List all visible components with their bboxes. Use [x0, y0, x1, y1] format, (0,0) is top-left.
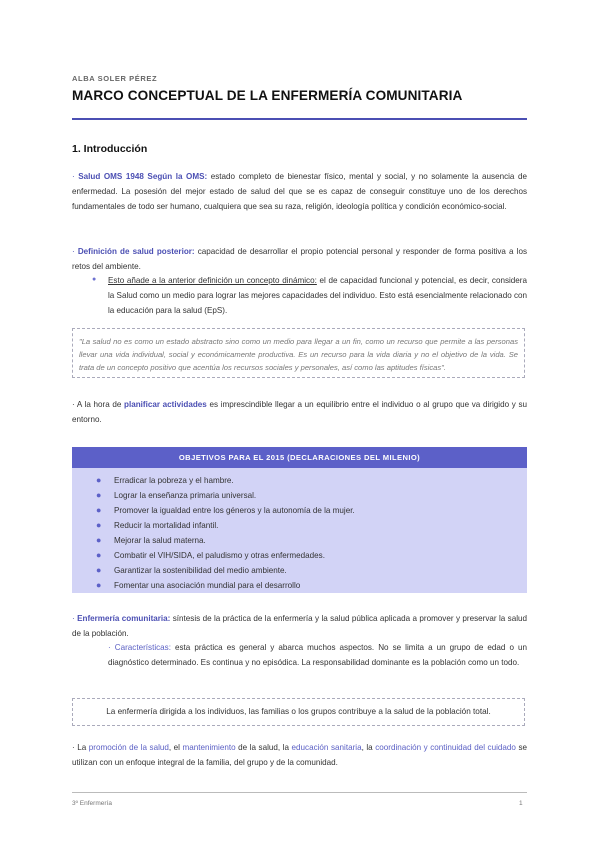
paragraph-text: capacidad de desarrollar el propio potencial personal y responder de forma positiva a los retos del ambiente. — [72, 247, 527, 271]
document-title: MARCO CONCEPTUAL DE LA ENFERMERÍA COMUNITARIA — [72, 88, 463, 103]
footer-divider — [72, 792, 527, 793]
term-caracteristicas: Características: — [114, 643, 171, 652]
term-educacion-sanitaria: educación sanitaria — [291, 743, 362, 752]
author-name: ALBA SOLER PÉREZ — [72, 74, 158, 83]
underlined-phrase: Esto añade a la anterior definición un concepto dinámico: — [108, 276, 317, 285]
paragraph-definicion-salud — [72, 245, 527, 275]
bullet-dot-icon: ● — [96, 565, 102, 575]
objective-item: ● Lograr la enseñanza primaria universal. — [96, 490, 257, 500]
subparagraph-text: el de capacidad funcional y potencial, es decir, considera la Salud como un medio para lograr las mejores capacidades del individuo. Esto está esencialmente relacionado con la educación para la salud (EpS). — [108, 276, 528, 315]
term-definicion-salud: Definición de salud posterior: — [77, 247, 195, 256]
bullet-dot-icon: ● — [96, 505, 102, 515]
subparagraph-text: esta práctica es general y abarca muchos aspectos. No se limita a un grupo de edad o un diagnóstico determinado. Es continua y no episódica. La responsabilidad dominante es la población como un todo. — [108, 643, 527, 667]
term-salud-oms: Salud OMS 1948 Según la OMS: — [78, 172, 208, 181]
paragraph-text: · A la hora de — [72, 400, 125, 409]
objective-item: ● Mejorar la salud materna. — [96, 535, 206, 545]
bullet-marker: · — [72, 247, 75, 256]
sub-bullet-marker: · — [108, 643, 111, 652]
bullet-marker: · — [72, 172, 75, 181]
bullet-dot-icon: ● — [96, 475, 102, 485]
paragraph-planificar — [72, 398, 527, 428]
subparagraph-concepto-dinamico — [108, 274, 527, 318]
title-underline — [72, 118, 527, 120]
section-heading: 1. Introducción — [72, 143, 148, 155]
term-coordinacion: coordinación y continuidad del cuidado — [375, 743, 516, 752]
bullet-dot-icon: ● — [96, 520, 102, 530]
paragraph-salud-oms — [72, 170, 527, 214]
footer-course: 3º Enfermería — [72, 800, 112, 807]
paragraph-text: estado completo de bienestar físico, mental y social, y no solamente la ausencia de enfermedad. La posesión del mejor estado de salud del que se es capaz de conseguir constituye uno de los derechos fundamentales de todo ser humano, cualquiera que sea su raza, religión, ideología política y condición económico-social. — [72, 172, 527, 211]
subparagraph-caracteristicas — [108, 641, 527, 671]
sub-bullet-marker: ● — [92, 276, 97, 283]
objective-item: ● Promover la igualdad entre los géneros y la autonomía de la mujer. — [96, 505, 355, 515]
objectives-header: OBJETIVOS PARA EL 2015 (DECLARACIONES DEL MILENIO) — [72, 447, 527, 468]
objective-item: ● Erradicar la pobreza y el hambre. — [96, 475, 234, 485]
bullet-dot-icon: ● — [96, 490, 102, 500]
objectives-list — [72, 468, 527, 593]
bullet-marker: · — [72, 614, 75, 623]
paragraph-text: síntesis de la práctica de la enfermería y la salud pública aplicada a promover y preservar la salud de la población. — [72, 614, 528, 638]
bullet-dot-icon: ● — [96, 535, 102, 545]
objective-item: ● Garantizar la sostenibilidad del medio ambiente. — [96, 565, 287, 575]
callout-box: La enfermería dirigida a los individuos, las familias o los grupos contribuye a la salud de la población total. — [72, 698, 525, 726]
term-planificar-actividades: planificar actividades — [124, 400, 207, 409]
paragraph-enfermeria-comunitaria — [72, 612, 527, 642]
paragraph-text: es imprescindible llegar a un equilibrio entre el individuo o al grupo que va dirigido y su entorno. — [72, 400, 527, 424]
term-promocion-salud: promoción de la salud — [88, 743, 169, 752]
term-enfermeria-comunitaria: Enfermería comunitaria: — [77, 614, 171, 623]
paragraph-promocion: · La promoción de la salud, el mantenimiento de la salud, la educación sanitaria, la coordinación y continuidad del cuidado se utilizan con un enfoque integral de la familia, del grupo y de la comunidad. — [72, 743, 527, 767]
term-mantenimiento: mantenimiento — [182, 743, 236, 752]
quote-box: "La salud no es como un estado abstracto sino como un medio para llegar a un fin, como un recurso que permite a las personas llevar una vida individual, social y económicamente productiva. Es un recurso para la vida diaria y no el objetivo de la vida. Se trata de un concepto positivo que acentúa los recursos sociales y personales, así como las aptitudes físicas". — [72, 328, 525, 378]
objective-item: ● Combatir el VIH/SIDA, el paludismo y otras enfermedades. — [96, 550, 325, 560]
objective-item: ● Reducir la mortalidad infantil. — [96, 520, 219, 530]
bullet-dot-icon: ● — [96, 550, 102, 560]
bullet-dot-icon: ● — [96, 580, 102, 590]
objective-item: ● Fomentar una asociación mundial para el desarrollo — [96, 580, 301, 590]
page-number: 1 — [519, 800, 523, 807]
